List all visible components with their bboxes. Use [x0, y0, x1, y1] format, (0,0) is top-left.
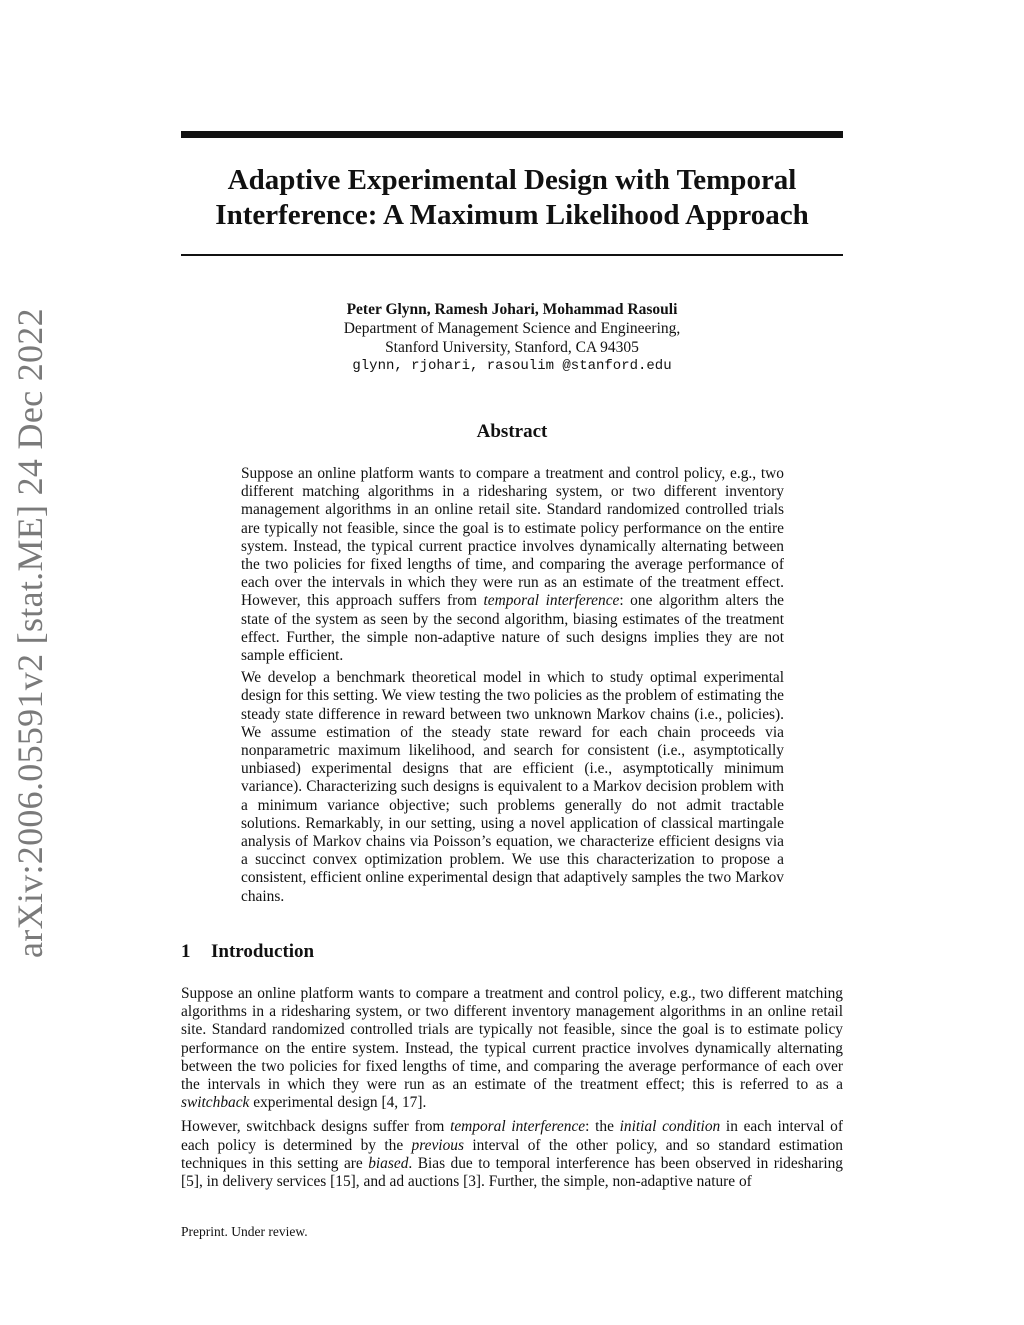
author-email: glynn, rjohari, rasoulim @stanford.edu — [352, 358, 672, 374]
paper-title — [181, 163, 843, 233]
author-names: Peter Glynn, Ramesh Johari, Mohammad Rasouli — [346, 301, 678, 318]
page-footer: Preprint. Under review. — [181, 1224, 308, 1239]
intro-p2-emphasis-1: temporal interference — [450, 1118, 586, 1136]
title-line-1: Adaptive Experimental Design with Temporal — [227, 164, 797, 196]
author-block — [181, 300, 843, 376]
abstract-paragraph-2: We develop a benchmark theoretical model in which to study optimal experimental design for this setting. We view testing the two policies as the problem of estimating the steady state difference in reward between two unknown Markov chains (i.e., policies). We assume estimation of the steady state reward for each chain proceeds via nonparametric maximum likelihood, and search for consistent (i.e., asymptotically unbiased) experimental designs that are efficient (i.e., asymptotically minimum variance). Characterizing such designs is equivalent to a Markov decision problem with a minimum variance objective; such problems generally do not admit tractable solutions. Remarkably, in our setting, using a novel application of classical martingale analysis of Markov chains via Poisson’s equation, we characterize efficient designs via a succinct convex optimization problem. We use this characterization to propose a consistent, efficient online experimental design that adaptively samples the two Markov chains. — [241, 669, 784, 905]
intro-p2-text-e: . Bias due to temporal interference has been observed in ridesharing [5], in delivery services [15], and ad auctions [3]. Further, the simple, non-adaptive nature of — [181, 1154, 843, 1191]
intro-p2-emphasis-4: biased — [368, 1154, 409, 1172]
intro-p2-emphasis-2: initial condition — [619, 1118, 721, 1136]
intro-p1-emphasis: switchback — [181, 1094, 250, 1112]
title-line-2: Interference: A Maximum Likelihood Approach — [215, 199, 809, 231]
intro-p2-text-d: interval of the other policy, and so standard estimation techniques in this setting are — [181, 1136, 843, 1172]
intro-p2-text-c: in each interval of each policy is determined by the — [181, 1118, 843, 1154]
intro-paragraph-2 — [181, 1118, 843, 1191]
affiliation-line-1: Department of Management Science and Engineering, — [343, 320, 681, 337]
abstract-paragraph-1 — [241, 465, 784, 665]
abstract-p1-emphasis: temporal interference — [483, 592, 620, 610]
affiliation-line-2: Stanford University, Stanford, CA 94305 — [385, 339, 639, 356]
section-title: Introduction — [211, 941, 315, 962]
intro-paragraph-1 — [181, 985, 843, 1112]
introduction-body — [181, 985, 843, 1197]
abstract-body — [241, 465, 784, 910]
intro-p1-text-b: experimental design [4, 17]. — [249, 1094, 427, 1112]
abstract-p1-text-a: Suppose an online platform wants to compare a treatment and control policy, e.g., two different matching algorithms in a ridesharing system, or two different inventory management algorithms in an online retail site. Standard randomized controlled trials are typically not feasible, since the goal is to estimate policy performance on the entire system. Instead, the typical current practice involves dynamically alternating between the two policies for fixed lengths of time, and comparing the average performance of each over the intervals in which they were run as an estimate of the treatment effect. However, this approach suffers from — [241, 465, 784, 610]
abstract-heading: Abstract — [476, 421, 548, 442]
arxiv-identifier-stamp: arXiv:2006.05591v2 [stat.ME] 24 Dec 2022 — [10, 308, 50, 958]
section-number: 1 — [181, 941, 191, 962]
abstract-p1-text-b: : one algorithm alters the state of the system as seen by the second algorithm, biasing estimates of the treatment effect. Further, the simple non-adaptive nature of such designs implies they are not sample efficient. — [241, 592, 784, 665]
title-top-rule — [181, 131, 843, 138]
intro-p2-text-a: However, switchback designs suffer from — [181, 1118, 451, 1136]
intro-p2-text-b: : the — [585, 1118, 620, 1136]
intro-p1-text-a: Suppose an online platform wants to compare a treatment and control policy, e.g., two different matching algorithms in a ridesharing system, or two different inventory management algorithms in an online retail site. Standard randomized controlled trials are typically not feasible, since the goal is to estimate policy performance on the entire system. Instead, the typical current practice involves dynamically alternating between the two policies for fixed lengths of time, and comparing the average performance of each over the intervals in which they were run as an estimate of the treatment effect; this is referred to as a — [181, 985, 843, 1094]
intro-p2-emphasis-3: previous — [411, 1136, 464, 1154]
section-heading-introduction — [181, 941, 314, 963]
title-bottom-rule — [181, 254, 843, 256]
